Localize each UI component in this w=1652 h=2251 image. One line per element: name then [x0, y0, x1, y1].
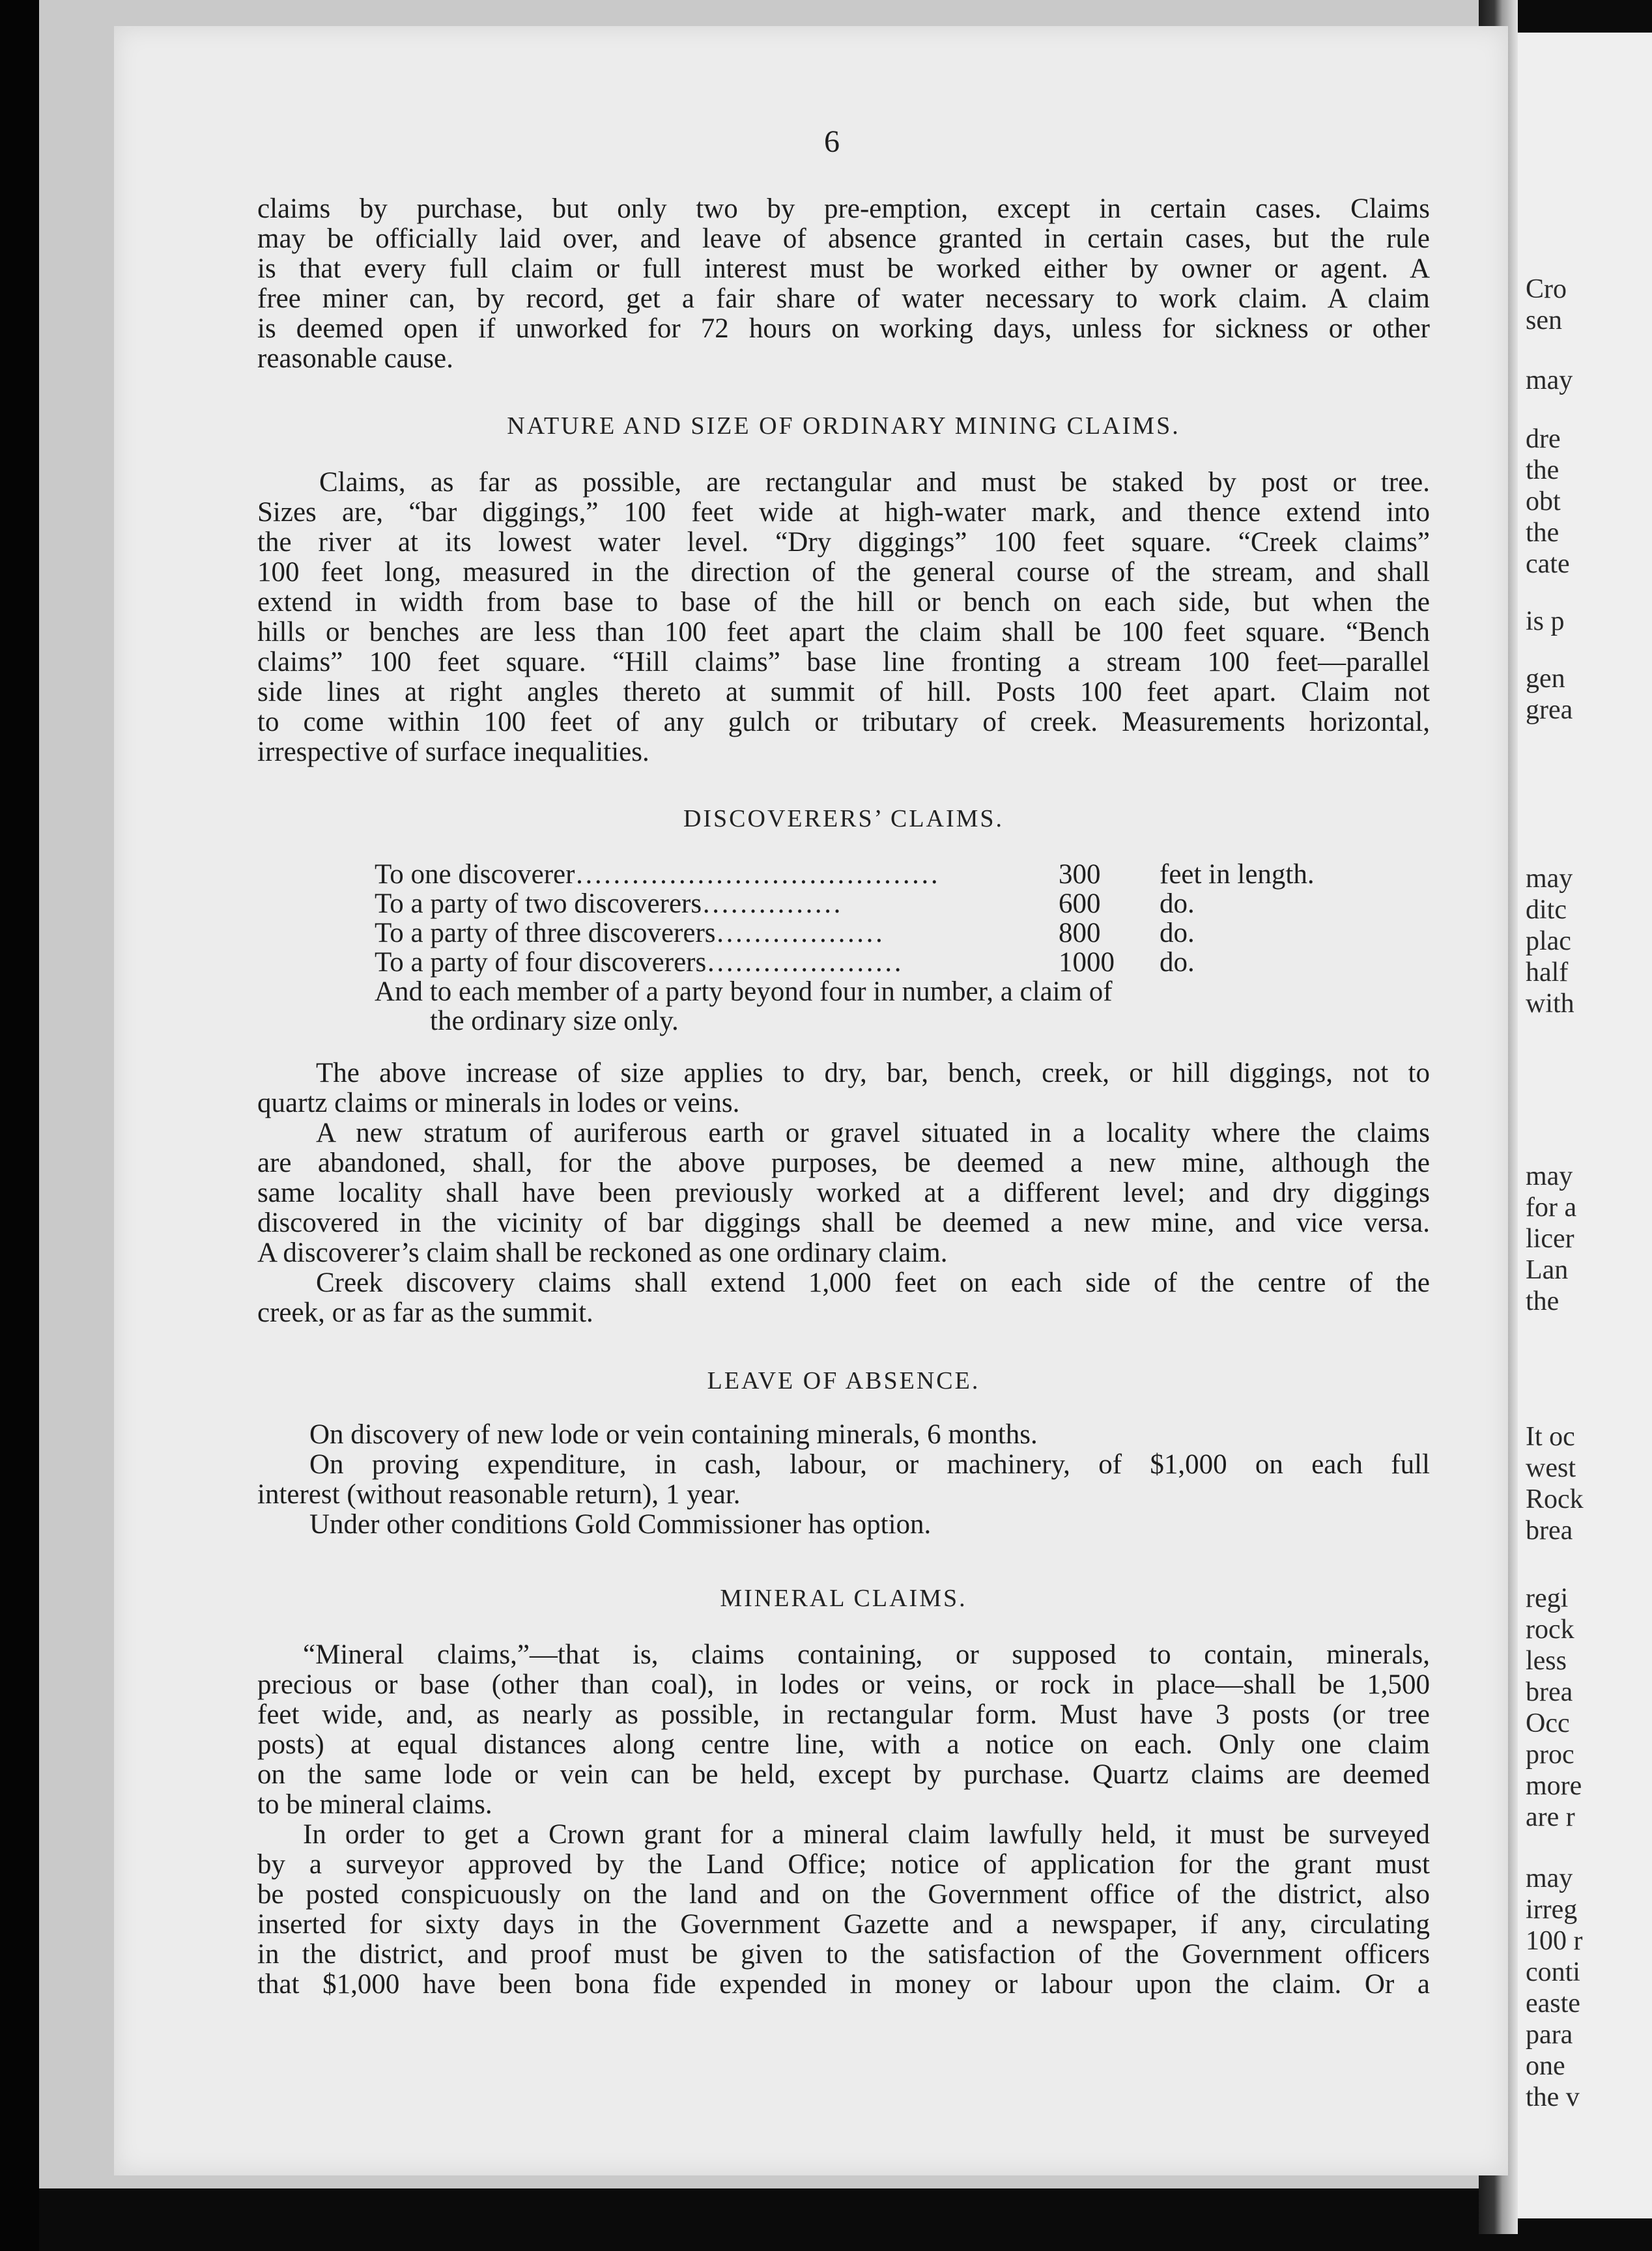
section-heading-discoverers: DISCOVERERS’ CLAIMS.: [683, 805, 1004, 832]
right-fragment: Occ: [1526, 1708, 1570, 1738]
right-fragment: para: [1526, 2020, 1573, 2050]
text-line: In order to get a Crown grant for a mineral claim lawfully held, it must be surveyed: [303, 1819, 1430, 1850]
table-row: [375, 858, 1326, 890]
text-line: Claims, as far as possible, are rectangular and must be staked by post or tree.: [319, 467, 1430, 498]
text-line: may be officially laid over, and leave of absence granted in certain cases, but the rule: [257, 223, 1430, 254]
table-note: And to each member of a party beyond four in number, a claim of: [375, 976, 1113, 1007]
right-fragment: half: [1526, 957, 1569, 987]
row-length: 800: [1059, 918, 1101, 948]
text-line: discovered in the vicinity of bar diggings shall be deemed a new mine, and vice versa.: [257, 1208, 1430, 1238]
text-line: that $1,000 have been bona fide expended in money or labour upon the claim. Or a: [257, 1969, 1430, 2000]
right-fragment: may: [1526, 1863, 1573, 1893]
table-row: [375, 888, 1326, 919]
right-fragment: cate: [1526, 549, 1570, 579]
right-fragment: regi: [1526, 1583, 1569, 1613]
text-line: interest (without reasonable return), 1 year.: [257, 1479, 741, 1510]
right-fragment: Lan: [1526, 1255, 1569, 1285]
right-fragment: brea: [1526, 1677, 1573, 1707]
table-row: [375, 946, 1326, 978]
text-line: are abandoned, shall, for the above purposes, be deemed a new mine, although the: [257, 1148, 1430, 1178]
text-line: A new stratum of auriferous earth or gravel situated in a locality where the claims: [316, 1118, 1430, 1148]
text-line: on the same lode or vein can be held, except by purchase. Quartz claims are deemed: [257, 1759, 1430, 1790]
text-line: to be mineral claims.: [257, 1789, 492, 1820]
right-fragment: is p: [1526, 606, 1565, 636]
right-fragment: ditc: [1526, 895, 1567, 925]
right-page-edge: [1518, 33, 1652, 2218]
section-heading-mineral: MINERAL CLAIMS.: [720, 1585, 967, 1612]
text-line: “Mineral claims,”—that is, claims containing, or supposed to contain, minerals,: [303, 1639, 1430, 1670]
right-fragment: one: [1526, 2051, 1565, 2081]
text-line: extend in width from base to base of the hill or bench on each side, but when the: [257, 587, 1430, 617]
table-note: the ordinary size only.: [430, 1006, 679, 1036]
table-row: [375, 917, 1326, 946]
right-fragment: Rock: [1526, 1484, 1584, 1514]
right-fragment: plac: [1526, 926, 1571, 956]
text-line: claims” 100 feet square. “Hill claims” base line fronting a stream 100 feet—parallel: [257, 647, 1430, 677]
row-length: 300: [1059, 859, 1101, 890]
row-label: To a party of two discoverers……………: [375, 888, 842, 919]
right-fragment: west: [1526, 1453, 1576, 1483]
row-label: To a party of three discoverers………………: [375, 918, 884, 948]
section-heading-leave: LEAVE OF ABSENCE.: [707, 1367, 980, 1394]
right-fragment: proc: [1526, 1740, 1574, 1770]
right-fragment: 100 r: [1526, 1926, 1583, 1956]
text-line: posts) at equal distances along centre line, with a notice on each. Only one claim: [257, 1729, 1430, 1760]
row-length: 1000: [1059, 947, 1115, 978]
right-fragment: for a: [1526, 1193, 1577, 1223]
text-line: same locality shall have been previously worked at a different level; and dry diggings: [257, 1178, 1430, 1208]
right-fragment: more: [1526, 1771, 1582, 1801]
text-line: inserted for sixty days in the Government Gazette and a newspaper, if any, circulating: [257, 1909, 1430, 1940]
right-fragment: grea: [1526, 695, 1573, 725]
page-number: 6: [824, 124, 840, 159]
text-line: free miner can, by record, get a fair share of water necessary to work claim. A claim: [257, 283, 1430, 314]
text-line: On discovery of new lode or vein containing minerals, 6 months.: [309, 1419, 1038, 1450]
text-line: quartz claims or minerals in lodes or veins.: [257, 1088, 740, 1118]
right-fragment: rock: [1526, 1615, 1574, 1645]
text-line: claims by purchase, but only two by pre-emption, except in certain cases. Claims: [257, 193, 1430, 224]
text-line: Under other conditions Gold Commissioner has option.: [309, 1509, 932, 1540]
row-label: To a party of four discoverers…………………: [375, 947, 903, 978]
row-label: To one discoverer…………………………………: [375, 859, 939, 890]
text-line: by a surveyor approved by the Land Office; notice of application for the grant must: [257, 1849, 1430, 1880]
text-line: The above increase of size applies to dry, bar, bench, creek, or hill diggings, not to: [316, 1058, 1430, 1088]
text-line: Creek discovery claims shall extend 1,000 feet on each side of the centre of the: [316, 1267, 1430, 1298]
text-line: 100 feet long, measured in the direction of the general course of the stream, and shall: [257, 557, 1430, 588]
row-length: 600: [1059, 888, 1101, 919]
right-fragment: Cro: [1526, 274, 1567, 304]
right-fragment: sen: [1526, 305, 1562, 335]
right-fragment: the: [1526, 518, 1559, 548]
right-fragment: easte: [1526, 1989, 1580, 2018]
text-line: is deemed open if unworked for 72 hours on working days, unless for sickness or other: [257, 313, 1430, 344]
right-fragment: the: [1526, 1286, 1559, 1316]
scan-left-margin: [0, 0, 39, 2251]
text-line: reasonable cause.: [257, 343, 453, 374]
text-line: be posted conspicuously on the land and on the Government office of the district, also: [257, 1879, 1430, 1910]
right-fragment: irreg: [1526, 1895, 1578, 1925]
text-line: A discoverer’s claim shall be reckoned as one ordinary claim.: [257, 1238, 948, 1268]
text-line: On proving expenditure, in cash, labour, or machinery, of $1,000 on each full: [309, 1449, 1430, 1480]
right-fragment: It oc: [1526, 1422, 1575, 1452]
right-fragment: may: [1526, 864, 1573, 894]
row-unit: do.: [1160, 888, 1195, 919]
text-line: in the district, and proof must be given to the satisfaction of the Government officers: [257, 1939, 1430, 1970]
right-fragment: obt: [1526, 487, 1561, 517]
text-line: side lines at right angles thereto at summit of hill. Posts 100 feet apart. Claim not: [257, 677, 1430, 707]
text-line: creek, or as far as the summit.: [257, 1297, 593, 1328]
text-line: precious or base (other than coal), in lodes or veins, or rock in place—shall be 1,500: [257, 1669, 1430, 1700]
right-fragment: licer: [1526, 1224, 1574, 1254]
right-fragment: the: [1526, 455, 1559, 485]
text-line: is that every full claim or full interest must be worked either by owner or agent. A: [257, 253, 1430, 284]
text-line: feet wide, and, as nearly as possible, in rectangular form. Must have 3 posts (or tree: [257, 1699, 1430, 1730]
right-fragment: dre: [1526, 424, 1561, 454]
text-line: the river at its lowest water level. “Dry diggings” 100 feet square. “Creek claims”: [257, 527, 1430, 558]
text-line: irrespective of surface inequalities.: [257, 737, 649, 767]
row-unit: do.: [1160, 947, 1195, 978]
section-heading-nature: NATURE AND SIZE OF ORDINARY MINING CLAIMS.: [507, 412, 1180, 440]
right-fragment: may: [1526, 1161, 1573, 1191]
text-line: hills or benches are less than 100 feet apart the claim shall be 100 feet square. “Bench: [257, 617, 1430, 647]
text-line: Sizes are, “bar diggings,” 100 feet wide at high-water mark, and thence extend into: [257, 497, 1430, 528]
right-fragment: less: [1526, 1646, 1567, 1676]
text-line: to come within 100 feet of any gulch or tributary of creek. Measurements horizontal,: [257, 707, 1430, 737]
right-fragment: the v: [1526, 2082, 1580, 2112]
row-unit: feet in length.: [1160, 859, 1315, 890]
right-fragment: with: [1526, 989, 1574, 1019]
right-fragment: are r: [1526, 1802, 1575, 1832]
right-fragment: may: [1526, 365, 1573, 395]
right-fragment: gen: [1526, 664, 1565, 694]
right-fragment: brea: [1526, 1516, 1573, 1546]
right-fragment: conti: [1526, 1957, 1580, 1987]
row-unit: do.: [1160, 918, 1195, 948]
